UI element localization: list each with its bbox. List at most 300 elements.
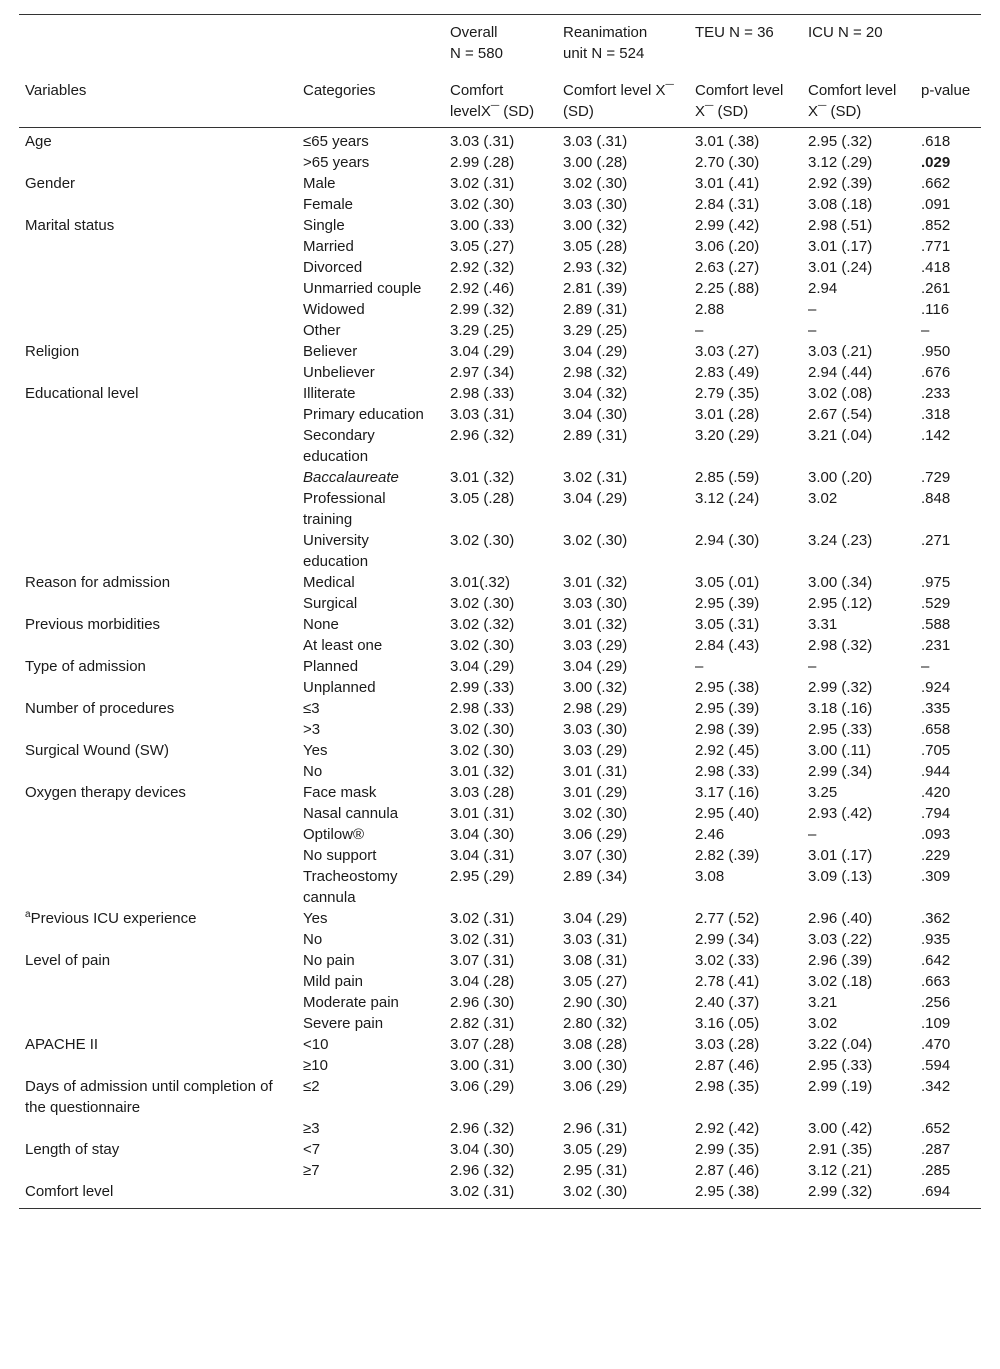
overall-cell: 3.01(.32)	[450, 574, 511, 591]
variable-label: Number of procedures	[25, 700, 175, 717]
reanimation-cell: 3.04 (.29)	[563, 910, 628, 927]
icu-cell: –	[808, 658, 817, 675]
category-cell: Other	[303, 322, 341, 339]
table-row	[19, 698, 981, 719]
table-row	[19, 362, 981, 383]
variable-cell	[19, 341, 297, 362]
table-row	[19, 908, 981, 929]
icu-cell: 2.92 (.39)	[808, 175, 873, 192]
variable-cell	[19, 1181, 297, 1209]
variable-label: Type of admission	[25, 658, 146, 675]
table-row	[19, 656, 981, 677]
table-row	[19, 404, 981, 425]
table-row	[19, 866, 981, 908]
category-cell: No	[303, 763, 323, 780]
reanimation-cell: 3.04 (.32)	[563, 385, 628, 402]
teu-cell: 3.05 (.31)	[695, 616, 760, 633]
header-column-row	[19, 68, 981, 128]
reanimation-cell: 3.03 (.29)	[563, 742, 628, 759]
p-value-cell: .261	[921, 280, 951, 297]
reanimation-cell: 3.01 (.31)	[563, 763, 628, 780]
category-cell: Primary education	[303, 406, 424, 423]
reanimation-cell: 3.00 (.32)	[563, 679, 628, 696]
table-row	[19, 761, 981, 782]
variable-label: Reason for admission	[25, 574, 171, 591]
teu-cell: 3.17 (.16)	[695, 784, 760, 801]
header-overall-col: Comfort levelX¯ (SD)	[450, 82, 535, 120]
category-cell	[297, 1181, 444, 1209]
category-cell: ≥10	[303, 1057, 328, 1074]
p-value-cell: .271	[921, 532, 951, 549]
category-cell: Yes	[303, 742, 328, 759]
table-row	[19, 257, 981, 278]
p-value-cell: .418	[921, 259, 951, 276]
variable-cell	[19, 677, 297, 698]
category-cell: ≤2	[303, 1078, 320, 1095]
table-row	[19, 152, 981, 173]
p-value-cell: .794	[921, 805, 951, 822]
p-value-cell: .309	[921, 868, 951, 885]
icu-cell: 3.25	[808, 784, 838, 801]
overall-cell: 3.02 (.30)	[450, 637, 515, 654]
overall-cell: 3.05 (.27)	[450, 238, 515, 255]
table-row	[19, 320, 981, 341]
overall-cell: 3.02 (.31)	[450, 910, 515, 927]
table-row	[19, 173, 981, 194]
header-icu-col: Comfort level X¯ (SD)	[808, 82, 897, 120]
overall-cell: 3.03 (.28)	[450, 784, 515, 801]
p-value-cell: .335	[921, 700, 951, 717]
reanimation-cell: 3.03 (.29)	[563, 637, 628, 654]
teu-cell: 3.08	[695, 868, 725, 885]
table-row	[19, 299, 981, 320]
variable-cell	[19, 782, 297, 803]
category-cell: ≥3	[303, 1120, 320, 1137]
p-value-cell: .231	[921, 637, 951, 654]
variable-label: Previous ICU experience	[30, 910, 197, 927]
category-cell: >3	[303, 721, 321, 738]
p-value-cell: .663	[921, 973, 951, 990]
overall-cell: 3.02 (.31)	[450, 1183, 515, 1200]
overall-cell: 3.04 (.30)	[450, 1141, 515, 1158]
icu-cell: 3.02 (.08)	[808, 385, 873, 402]
icu-cell: 2.96 (.40)	[808, 910, 873, 927]
p-value-cell: .705	[921, 742, 951, 759]
reanimation-cell: 2.95 (.31)	[563, 1162, 628, 1179]
category-cell: Professional training	[303, 490, 386, 528]
variable-cell	[19, 173, 297, 194]
icu-cell: 3.18 (.16)	[808, 700, 873, 717]
overall-cell: 2.99 (.32)	[450, 301, 515, 318]
overall-cell: 2.96 (.32)	[450, 427, 515, 444]
overall-cell: 3.06 (.29)	[450, 1078, 515, 1095]
table-row	[19, 1013, 981, 1034]
teu-cell: 2.87 (.46)	[695, 1162, 760, 1179]
overall-cell: 3.07 (.28)	[450, 1036, 515, 1053]
variable-cell	[19, 803, 297, 824]
p-value-cell: .342	[921, 1078, 951, 1095]
teu-cell: 2.92 (.45)	[695, 742, 760, 759]
overall-cell: 3.02 (.31)	[450, 931, 515, 948]
reanimation-cell: 3.08 (.31)	[563, 952, 628, 969]
variable-cell	[19, 656, 297, 677]
category-cell: <10	[303, 1036, 329, 1053]
icu-cell: 3.24 (.23)	[808, 532, 873, 549]
p-value-cell: .975	[921, 574, 951, 591]
header-group-overall: Overall N = 580	[450, 24, 503, 62]
icu-cell: 3.22 (.04)	[808, 1036, 873, 1053]
reanimation-cell: 3.01 (.32)	[563, 574, 628, 591]
variable-cell	[19, 128, 297, 153]
teu-cell: 2.87 (.46)	[695, 1057, 760, 1074]
icu-cell: 2.95 (.33)	[808, 721, 873, 738]
overall-cell: 2.99 (.33)	[450, 679, 515, 696]
category-cell: Nasal cannula	[303, 805, 399, 822]
teu-cell: 2.40 (.37)	[695, 994, 760, 1011]
p-value-cell: .771	[921, 238, 951, 255]
variable-cell	[19, 215, 297, 236]
teu-cell: 2.98 (.39)	[695, 721, 760, 738]
table-body	[19, 128, 981, 1209]
table-row	[19, 593, 981, 614]
teu-cell: 2.78 (.41)	[695, 973, 760, 990]
p-value-cell: .116	[921, 301, 950, 318]
p-value-cell: .233	[921, 385, 951, 402]
table-row	[19, 971, 981, 992]
overall-cell: 3.02 (.30)	[450, 196, 515, 213]
p-value-cell: .594	[921, 1057, 951, 1074]
category-cell: ≤65 years	[303, 133, 369, 150]
category-cell: Surgical	[303, 595, 358, 612]
table-row	[19, 614, 981, 635]
variable-cell	[19, 152, 297, 173]
table-row	[19, 719, 981, 740]
icu-cell: 2.95 (.12)	[808, 595, 873, 612]
overall-cell: 3.00 (.33)	[450, 217, 515, 234]
variable-cell	[19, 1139, 297, 1160]
reanimation-cell: 3.05 (.27)	[563, 973, 628, 990]
teu-cell: 2.99 (.34)	[695, 931, 760, 948]
variable-cell	[19, 698, 297, 719]
variable-cell	[19, 593, 297, 614]
overall-cell: 2.92 (.46)	[450, 280, 515, 297]
reanimation-cell: 3.01 (.29)	[563, 784, 628, 801]
overall-cell: 3.05 (.28)	[450, 490, 515, 507]
p-value-cell: .935	[921, 931, 951, 948]
header-categories: Categories	[303, 82, 376, 99]
p-value-cell: .588	[921, 616, 951, 633]
reanimation-cell: 3.05 (.29)	[563, 1141, 628, 1158]
table-row	[19, 1139, 981, 1160]
category-cell: No pain	[303, 952, 355, 969]
reanimation-cell: 3.02 (.30)	[563, 805, 628, 822]
variable-label: Marital status	[25, 217, 115, 234]
category-cell: Medical	[303, 574, 355, 591]
table-row	[19, 194, 981, 215]
variable-label: Days of admission until completion of the questionnaire	[25, 1078, 273, 1116]
category-cell: Unbeliever	[303, 364, 375, 381]
variable-cell	[19, 635, 297, 656]
variable-cell	[19, 992, 297, 1013]
teu-cell: 2.25 (.88)	[695, 280, 760, 297]
table-row	[19, 950, 981, 971]
variable-cell	[19, 383, 297, 404]
header-empty-cell	[297, 15, 444, 69]
p-value-cell: .529	[921, 595, 951, 612]
category-cell: Unplanned	[303, 679, 376, 696]
p-value-cell: .618	[921, 133, 951, 150]
teu-cell: 3.06 (.20)	[695, 238, 760, 255]
p-value-cell: .944	[921, 763, 951, 780]
category-cell: Moderate pain	[303, 994, 399, 1011]
variable-cell	[19, 278, 297, 299]
icu-cell: 3.02	[808, 1015, 838, 1032]
table-row	[19, 278, 981, 299]
overall-cell: 3.02 (.30)	[450, 595, 515, 612]
overall-cell: 3.02 (.31)	[450, 175, 515, 192]
reanimation-cell: 3.04 (.30)	[563, 406, 628, 423]
overall-cell: 2.96 (.32)	[450, 1120, 515, 1137]
category-cell: Married	[303, 238, 354, 255]
category-cell: Widowed	[303, 301, 365, 318]
p-value-cell: .924	[921, 679, 951, 696]
variable-cell	[19, 572, 297, 593]
footnote-marker: a	[25, 909, 31, 920]
category-cell: Secondary education	[303, 427, 375, 465]
icu-cell: 2.96 (.39)	[808, 952, 873, 969]
header-reanimation-col: Comfort level X¯ (SD)	[563, 82, 674, 120]
variable-label: Age	[25, 133, 52, 150]
teu-cell: 3.05 (.01)	[695, 574, 760, 591]
table-row	[19, 677, 981, 698]
icu-cell: 2.95 (.33)	[808, 1057, 873, 1074]
overall-cell: 3.01 (.31)	[450, 805, 515, 822]
table-row	[19, 782, 981, 803]
variable-cell	[19, 320, 297, 341]
variable-cell	[19, 1118, 297, 1139]
reanimation-cell: 3.04 (.29)	[563, 343, 628, 360]
table-row	[19, 128, 981, 153]
category-cell: Believer	[303, 343, 358, 360]
overall-cell: 3.00 (.31)	[450, 1057, 515, 1074]
variable-cell	[19, 719, 297, 740]
icu-cell: 3.00 (.11)	[808, 742, 872, 759]
overall-cell: 3.01 (.32)	[450, 469, 515, 486]
table-container	[19, 0, 981, 1209]
variable-cell	[19, 362, 297, 383]
overall-cell: 3.04 (.31)	[450, 847, 515, 864]
teu-cell: 2.95 (.38)	[695, 679, 760, 696]
variable-cell	[19, 299, 297, 320]
p-value-cell: .093	[921, 826, 951, 843]
p-value-cell: .642	[921, 952, 951, 969]
teu-cell: 3.16 (.05)	[695, 1015, 760, 1032]
category-cell: Yes	[303, 910, 328, 927]
icu-cell: 2.94	[808, 280, 838, 297]
overall-cell: 2.96 (.32)	[450, 1162, 515, 1179]
overall-cell: 3.04 (.28)	[450, 973, 515, 990]
overall-cell: 2.95 (.29)	[450, 868, 515, 885]
variable-cell	[19, 761, 297, 782]
reanimation-cell: 3.03 (.31)	[563, 931, 628, 948]
p-value-cell: .852	[921, 217, 951, 234]
reanimation-cell: 3.02 (.30)	[563, 532, 628, 549]
variable-cell	[19, 824, 297, 845]
reanimation-cell: 3.06 (.29)	[563, 1078, 628, 1095]
reanimation-cell: 2.89 (.34)	[563, 868, 628, 885]
teu-cell: 2.94 (.30)	[695, 532, 760, 549]
overall-cell: 3.02 (.30)	[450, 721, 515, 738]
variable-cell	[19, 467, 297, 488]
variable-cell	[19, 740, 297, 761]
icu-cell: 3.03 (.21)	[808, 343, 873, 360]
reanimation-cell: 2.98 (.32)	[563, 364, 628, 381]
icu-cell: 2.99 (.19)	[808, 1078, 873, 1095]
reanimation-cell: 3.03 (.30)	[563, 196, 628, 213]
teu-cell: 2.83 (.49)	[695, 364, 760, 381]
reanimation-cell: 2.96 (.31)	[563, 1120, 628, 1137]
variable-cell	[19, 971, 297, 992]
overall-cell: 3.04 (.30)	[450, 826, 515, 843]
variable-cell	[19, 614, 297, 635]
header-group-reanimation: Reanimation unit N = 524	[563, 24, 648, 62]
header-variables: Variables	[25, 82, 87, 99]
variable-cell	[19, 194, 297, 215]
teu-cell: 2.70 (.30)	[695, 154, 760, 171]
overall-cell: 3.04 (.29)	[450, 658, 515, 675]
p-value-cell: .287	[921, 1141, 951, 1158]
icu-cell: 2.98 (.51)	[808, 217, 873, 234]
p-value-cell: .091	[921, 196, 951, 213]
overall-cell: 3.04 (.29)	[450, 343, 515, 360]
teu-cell: 2.92 (.42)	[695, 1120, 760, 1137]
variable-cell	[19, 425, 297, 467]
icu-cell: 3.01 (.17)	[808, 238, 873, 255]
reanimation-cell: 3.04 (.29)	[563, 490, 628, 507]
teu-cell: 2.99 (.35)	[695, 1141, 760, 1158]
reanimation-cell: 3.08 (.28)	[563, 1036, 628, 1053]
header-group-icu: ICU N = 20	[808, 24, 883, 41]
category-cell: Divorced	[303, 259, 363, 276]
variable-cell	[19, 929, 297, 950]
teu-cell: 2.95 (.38)	[695, 1183, 760, 1200]
teu-cell: 2.88	[695, 301, 725, 318]
icu-cell: 3.01 (.24)	[808, 259, 873, 276]
variable-label: Length of stay	[25, 1141, 120, 1158]
icu-cell: 3.09 (.13)	[808, 868, 873, 885]
icu-cell: 2.94 (.44)	[808, 364, 873, 381]
reanimation-cell: 2.93 (.32)	[563, 259, 628, 276]
p-value-cell: .142	[921, 427, 951, 444]
table-row	[19, 635, 981, 656]
p-value-cell: .694	[921, 1183, 951, 1200]
variable-cell	[19, 404, 297, 425]
reanimation-cell: 2.89 (.31)	[563, 427, 628, 444]
icu-cell: 2.67 (.54)	[808, 406, 873, 423]
teu-cell: 2.63 (.27)	[695, 259, 760, 276]
reanimation-cell: 3.00 (.30)	[563, 1057, 628, 1074]
table-row	[19, 383, 981, 404]
p-value-cell: .362	[921, 910, 951, 927]
table-row	[19, 1181, 981, 1209]
category-cell: None	[303, 616, 339, 633]
icu-cell: 3.00 (.42)	[808, 1120, 873, 1137]
icu-cell: 3.00 (.34)	[808, 574, 873, 591]
reanimation-cell: 3.03 (.30)	[563, 721, 628, 738]
comfort-level-table	[19, 14, 981, 1209]
icu-cell: 3.02 (.18)	[808, 973, 873, 990]
teu-cell: 2.98 (.35)	[695, 1078, 760, 1095]
icu-cell: 3.12 (.29)	[808, 154, 873, 171]
overall-cell: 2.96 (.30)	[450, 994, 515, 1011]
teu-cell: 2.95 (.39)	[695, 700, 760, 717]
teu-cell: 2.84 (.31)	[695, 196, 760, 213]
teu-cell: 3.02 (.33)	[695, 952, 760, 969]
icu-cell: 3.02	[808, 490, 838, 507]
overall-cell: 2.99 (.28)	[450, 154, 515, 171]
variable-cell	[19, 845, 297, 866]
p-value-cell: .029	[921, 154, 951, 171]
icu-cell: 3.08 (.18)	[808, 196, 873, 213]
variable-label: Oxygen therapy devices	[25, 784, 186, 801]
variable-cell	[19, 1034, 297, 1055]
icu-cell: 3.01 (.17)	[808, 847, 873, 864]
table-row	[19, 824, 981, 845]
category-cell: Unmarried couple	[303, 280, 422, 297]
overall-cell: 3.07 (.31)	[450, 952, 515, 969]
category-cell: Planned	[303, 658, 359, 675]
variable-label: Previous morbidities	[25, 616, 161, 633]
p-value-cell: .676	[921, 364, 951, 381]
p-value-cell: .652	[921, 1120, 951, 1137]
p-value-cell: .950	[921, 343, 951, 360]
table-row	[19, 572, 981, 593]
teu-cell: 2.85 (.59)	[695, 469, 760, 486]
header-group-row	[19, 15, 981, 69]
icu-cell: 3.21 (.04)	[808, 427, 873, 444]
reanimation-cell: 3.00 (.28)	[563, 154, 628, 171]
variable-cell	[19, 1076, 297, 1118]
reanimation-cell: 3.01 (.32)	[563, 616, 628, 633]
overall-cell: 3.03 (.31)	[450, 406, 515, 423]
reanimation-cell: 3.05 (.28)	[563, 238, 628, 255]
variable-cell	[19, 950, 297, 971]
teu-cell: 2.77 (.52)	[695, 910, 760, 927]
variable-label: Level of pain	[25, 952, 111, 969]
category-cell: Female	[303, 196, 354, 213]
category-cell: At least one	[303, 637, 383, 654]
teu-cell: 2.79 (.35)	[695, 385, 760, 402]
variable-cell	[19, 1160, 297, 1181]
category-cell: Mild pain	[303, 973, 364, 990]
table-row	[19, 1118, 981, 1139]
overall-cell: 3.02 (.32)	[450, 616, 515, 633]
table-row	[19, 236, 981, 257]
table-row	[19, 467, 981, 488]
table-row	[19, 1076, 981, 1118]
table-bottom-rule	[19, 1209, 981, 1210]
category-cell: ≥7	[303, 1162, 320, 1179]
p-value-cell: .229	[921, 847, 951, 864]
teu-cell: 3.01 (.38)	[695, 133, 760, 150]
reanimation-cell: 2.81 (.39)	[563, 280, 628, 297]
icu-cell: 3.21	[808, 994, 838, 1011]
teu-cell: 2.95 (.39)	[695, 595, 760, 612]
reanimation-cell: 3.00 (.32)	[563, 217, 628, 234]
reanimation-cell: 3.02 (.30)	[563, 1183, 628, 1200]
reanimation-cell: 2.90 (.30)	[563, 994, 628, 1011]
teu-cell: 2.46	[695, 826, 725, 843]
